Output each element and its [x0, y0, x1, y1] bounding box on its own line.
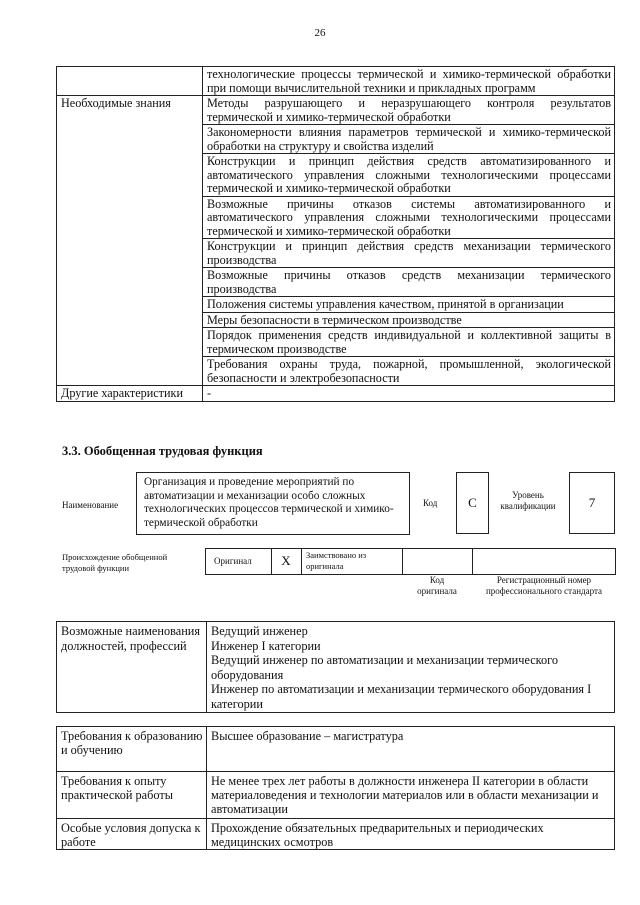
- name-box: [136, 472, 410, 535]
- section-title: 3.3. Обобщенная трудовая функция: [62, 444, 263, 458]
- borrowed-label: Заимствовано из оригинала: [306, 550, 367, 571]
- knowledge-table: [56, 66, 615, 402]
- code-box: [456, 472, 489, 534]
- position-item: Инженер I категории: [211, 638, 321, 653]
- knowledge-item: Закономерности влияния параметров термической и химико-термической обработки на структуру и свойства изделий: [203, 125, 615, 154]
- code-caption: Код оригинала: [417, 575, 457, 596]
- level-box: [569, 472, 615, 534]
- empty-cell: [57, 67, 203, 96]
- table-row: [57, 622, 615, 713]
- continuation-cell: технологические процессы термической и химико-термической обработки при помощи вычислительной техники и прикладных программ: [203, 67, 615, 96]
- experience-value: Не менее трех лет работы в должности инженера II категории в области материаловедения и технологии материалов или в области механизации и автоматизации: [207, 772, 615, 819]
- requirements-table: [56, 726, 615, 850]
- page-number: 26: [314, 27, 326, 39]
- education-value: Высшее образование – магистратура: [207, 727, 615, 772]
- knowledge-item: Положения системы управления качеством, принятой в организации: [203, 297, 615, 313]
- positions-cell: [207, 622, 615, 713]
- knowledge-item: Возможные причины отказов средств механизации термического производства: [203, 268, 615, 297]
- original-mark: X: [281, 553, 291, 568]
- positions-label: Возможные наименования должностей, профессий: [57, 622, 207, 713]
- code-label: Код: [423, 498, 438, 508]
- knowledge-item: Меры безопасности в термическом производстве: [203, 312, 615, 328]
- position-item: Ведущий инженер по автоматизации и механизации термического оборудования: [211, 653, 559, 682]
- knowledge-item: Методы разрушающего и неразрушающего контроля результатов термической и химико-термической обработки: [203, 96, 615, 125]
- knowledge-item: Возможные причины отказов системы автоматизированного и автоматического управления сложными технологическими процессами термической и химико-термической обработки: [203, 196, 615, 239]
- knowledge-item: Конструкции и принцип действия средств автоматизированного и автоматического управления сложными технологическими процессами термической и химико-термической обработки: [203, 154, 615, 197]
- divider: [301, 549, 302, 574]
- level-value: 7: [588, 495, 596, 510]
- table-row: [57, 96, 615, 125]
- other-label: Другие характеристики: [57, 386, 203, 402]
- origin-box: [205, 548, 616, 575]
- knowledge-item: Порядок применения средств индивидуальной и коллективной защиты в термическом производстве: [203, 328, 615, 357]
- admission-value: Прохождение обязательных предварительных и периодических медицинских осмотров: [207, 819, 615, 850]
- table-row: [57, 772, 615, 819]
- name-label: Наименование: [62, 500, 119, 510]
- admission-label: Особые условия допуска к работе: [57, 819, 207, 850]
- position-item: Инженер по автоматизации и механизации термического оборудования I категории: [211, 682, 592, 711]
- level-label: Уровень квалификации: [500, 490, 556, 511]
- table-row: [57, 386, 615, 402]
- positions-table: [56, 621, 615, 713]
- experience-label: Требования к опыту практической работы: [57, 772, 207, 819]
- code-value: C: [468, 495, 477, 510]
- other-value: -: [203, 386, 615, 402]
- divider: [472, 549, 473, 574]
- knowledge-item: Конструкции и принцип действия средств механизации термического производства: [203, 239, 615, 268]
- table-row: [57, 819, 615, 850]
- position-item: Ведущий инженер: [211, 624, 308, 638]
- reg-caption: Регистрационный номер профессионального стандарта: [485, 575, 603, 596]
- original-label: Оригинал: [214, 556, 252, 566]
- name-value: Организация и проведение мероприятий по автоматизации и механизации особо сложных технологических процессов термической и химико-термической обработки: [144, 476, 394, 529]
- knowledge-item: Требования охраны труда, пожарной, промышленной, экологической безопасности и электробезопасности: [203, 357, 615, 386]
- origin-label: Происхождение обобщенной трудовой функции: [62, 552, 168, 573]
- education-label: Требования к образованию и обучению: [57, 727, 207, 772]
- table-row: [57, 727, 615, 772]
- table-row: [57, 67, 615, 96]
- knowledge-label: Необходимые знания: [57, 96, 203, 386]
- divider: [402, 549, 403, 574]
